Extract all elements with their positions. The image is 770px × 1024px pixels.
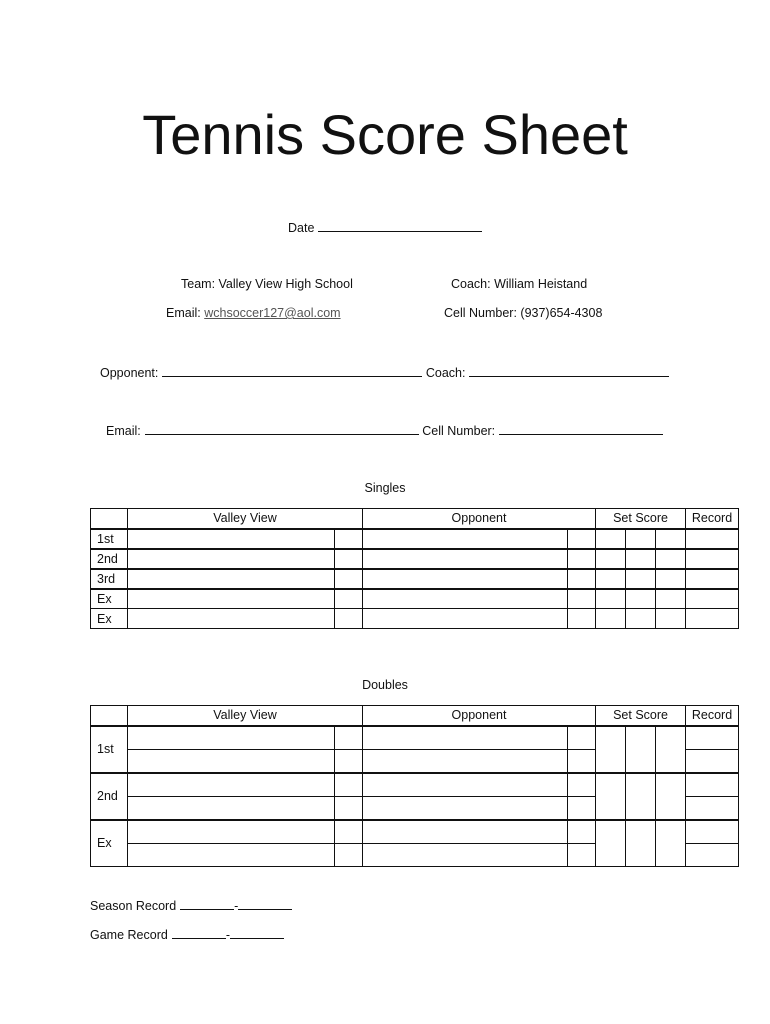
- vv-small-cell[interactable]: [335, 609, 363, 629]
- set-score-cell[interactable]: [596, 569, 626, 589]
- header-record: Record: [686, 706, 739, 726]
- record-cell[interactable]: [686, 609, 739, 629]
- set-score-cell[interactable]: [596, 609, 626, 629]
- opp-small-cell[interactable]: [568, 820, 596, 867]
- set-score-cell[interactable]: [626, 726, 656, 773]
- row-label: 1st: [91, 726, 128, 773]
- opponent-coach-field[interactable]: [469, 364, 669, 377]
- set-score-cell[interactable]: [596, 773, 626, 820]
- header-valley-view: Valley View: [128, 706, 363, 726]
- doubles-header-row: [91, 706, 739, 726]
- opp-pair-cell[interactable]: [363, 773, 568, 820]
- vv-pair-cell[interactable]: [128, 726, 335, 773]
- vv-small-cell[interactable]: [335, 726, 363, 773]
- team-email: [166, 306, 341, 320]
- record-cell[interactable]: [686, 549, 739, 569]
- header-blank: [91, 509, 128, 529]
- opponent-cell-label: Cell Number:: [422, 424, 496, 438]
- table-row: [91, 529, 739, 549]
- vv-pair-cell[interactable]: [128, 820, 335, 867]
- opponent-coach-label: Coach:: [425, 366, 466, 380]
- header-set-score: Set Score: [596, 706, 686, 726]
- season-record-row: [90, 897, 292, 913]
- record-cell[interactable]: [686, 773, 739, 820]
- set-score-cell[interactable]: [656, 726, 686, 773]
- opp-player-cell[interactable]: [363, 609, 568, 629]
- set-score-cell[interactable]: [626, 529, 656, 549]
- set-score-cell[interactable]: [626, 549, 656, 569]
- opponent-row: [100, 364, 669, 380]
- vv-player-cell[interactable]: [128, 609, 335, 629]
- page-title: Tennis Score Sheet: [142, 103, 628, 166]
- opponent-label: Opponent:: [100, 366, 159, 380]
- opp-player-cell[interactable]: [363, 549, 568, 569]
- header-valley-view: Valley View: [128, 509, 363, 529]
- header-blank: [91, 706, 128, 726]
- table-row: [91, 569, 739, 589]
- vv-player-cell[interactable]: [128, 569, 335, 589]
- table-row: [91, 726, 739, 773]
- set-score-cell[interactable]: [656, 820, 686, 867]
- opp-small-cell[interactable]: [568, 609, 596, 629]
- vv-small-cell[interactable]: [335, 529, 363, 549]
- row-label: 3rd: [91, 569, 128, 589]
- game-record-label: Game Record: [90, 928, 168, 942]
- date-field[interactable]: [318, 219, 482, 232]
- set-score-cell[interactable]: [626, 589, 656, 609]
- record-cell[interactable]: [686, 820, 739, 867]
- game-record-row: [90, 926, 284, 942]
- opp-pair-cell[interactable]: [363, 726, 568, 773]
- singles-table: [90, 508, 739, 629]
- set-score-cell[interactable]: [596, 589, 626, 609]
- season-separator: -: [234, 899, 239, 913]
- set-score-cell[interactable]: [596, 820, 626, 867]
- table-row: [91, 549, 739, 569]
- team-email-label: Email:: [166, 306, 201, 320]
- date-label: Date: [288, 221, 315, 235]
- opp-pair-cell[interactable]: [363, 820, 568, 867]
- record-cell[interactable]: [686, 726, 739, 773]
- opp-player-cell[interactable]: [363, 589, 568, 609]
- vv-player-cell[interactable]: [128, 589, 335, 609]
- opponent-field[interactable]: [162, 364, 422, 377]
- record-cell[interactable]: [686, 589, 739, 609]
- table-row: [91, 609, 739, 629]
- opponent-contact-row: [106, 422, 663, 438]
- date-row: [288, 219, 482, 235]
- opp-player-cell[interactable]: [363, 529, 568, 549]
- opp-small-cell[interactable]: [568, 726, 596, 773]
- set-score-cell[interactable]: [626, 609, 656, 629]
- vv-pair-cell[interactable]: [128, 773, 335, 820]
- vv-small-cell[interactable]: [335, 773, 363, 820]
- team-cell: Cell Number: (937)654-4308: [444, 306, 603, 320]
- singles-header-row: [91, 509, 739, 529]
- vv-player-cell[interactable]: [128, 529, 335, 549]
- game-separator: -: [225, 928, 230, 942]
- opp-small-cell[interactable]: [568, 549, 596, 569]
- record-cell[interactable]: [686, 569, 739, 589]
- set-score-cell[interactable]: [656, 609, 686, 629]
- opp-player-cell[interactable]: [363, 569, 568, 589]
- row-label: Ex: [91, 609, 128, 629]
- row-label: Ex: [91, 589, 128, 609]
- opponent-cell-field[interactable]: [499, 422, 663, 435]
- vv-small-cell[interactable]: [335, 549, 363, 569]
- vv-small-cell[interactable]: [335, 589, 363, 609]
- season-losses-field[interactable]: [238, 897, 292, 910]
- row-label: 2nd: [91, 773, 128, 820]
- header-opponent: Opponent: [363, 509, 596, 529]
- table-row: [91, 589, 739, 609]
- set-score-cell[interactable]: [656, 569, 686, 589]
- set-score-cell[interactable]: [656, 589, 686, 609]
- team-coach: Coach: William Heistand: [451, 277, 588, 291]
- vv-small-cell[interactable]: [335, 569, 363, 589]
- row-label: Ex: [91, 820, 128, 867]
- set-score-cell[interactable]: [626, 569, 656, 589]
- set-score-cell[interactable]: [626, 773, 656, 820]
- vv-player-cell[interactable]: [128, 549, 335, 569]
- set-score-cell[interactable]: [656, 529, 686, 549]
- set-score-cell[interactable]: [596, 549, 626, 569]
- season-record-label: Season Record: [90, 899, 177, 913]
- table-row: [91, 820, 739, 867]
- team-email-link[interactable]: wchsoccer127@aol.com: [204, 306, 341, 320]
- opp-small-cell[interactable]: [568, 569, 596, 589]
- opponent-email-label: Email:: [106, 424, 141, 438]
- set-score-cell[interactable]: [656, 549, 686, 569]
- row-label: 2nd: [91, 549, 128, 569]
- set-score-cell[interactable]: [596, 529, 626, 549]
- vv-small-cell[interactable]: [335, 820, 363, 867]
- header-opponent: Opponent: [363, 706, 596, 726]
- set-score-cell[interactable]: [656, 773, 686, 820]
- set-score-cell[interactable]: [626, 820, 656, 867]
- game-losses-field[interactable]: [230, 926, 284, 939]
- opponent-email-field[interactable]: [145, 422, 419, 435]
- singles-title: Singles: [364, 481, 406, 495]
- row-label: 1st: [91, 529, 128, 549]
- opp-small-cell[interactable]: [568, 773, 596, 820]
- set-score-cell[interactable]: [596, 726, 626, 773]
- table-row: [91, 773, 739, 820]
- season-wins-field[interactable]: [180, 897, 234, 910]
- doubles-table: [90, 705, 739, 867]
- record-cell[interactable]: [686, 529, 739, 549]
- header-set-score: Set Score: [596, 509, 686, 529]
- header-record: Record: [686, 509, 739, 529]
- team-name: Team: Valley View High School: [181, 277, 353, 291]
- doubles-title: Doubles: [362, 678, 408, 692]
- opp-small-cell[interactable]: [568, 589, 596, 609]
- opp-small-cell[interactable]: [568, 529, 596, 549]
- game-wins-field[interactable]: [172, 926, 226, 939]
